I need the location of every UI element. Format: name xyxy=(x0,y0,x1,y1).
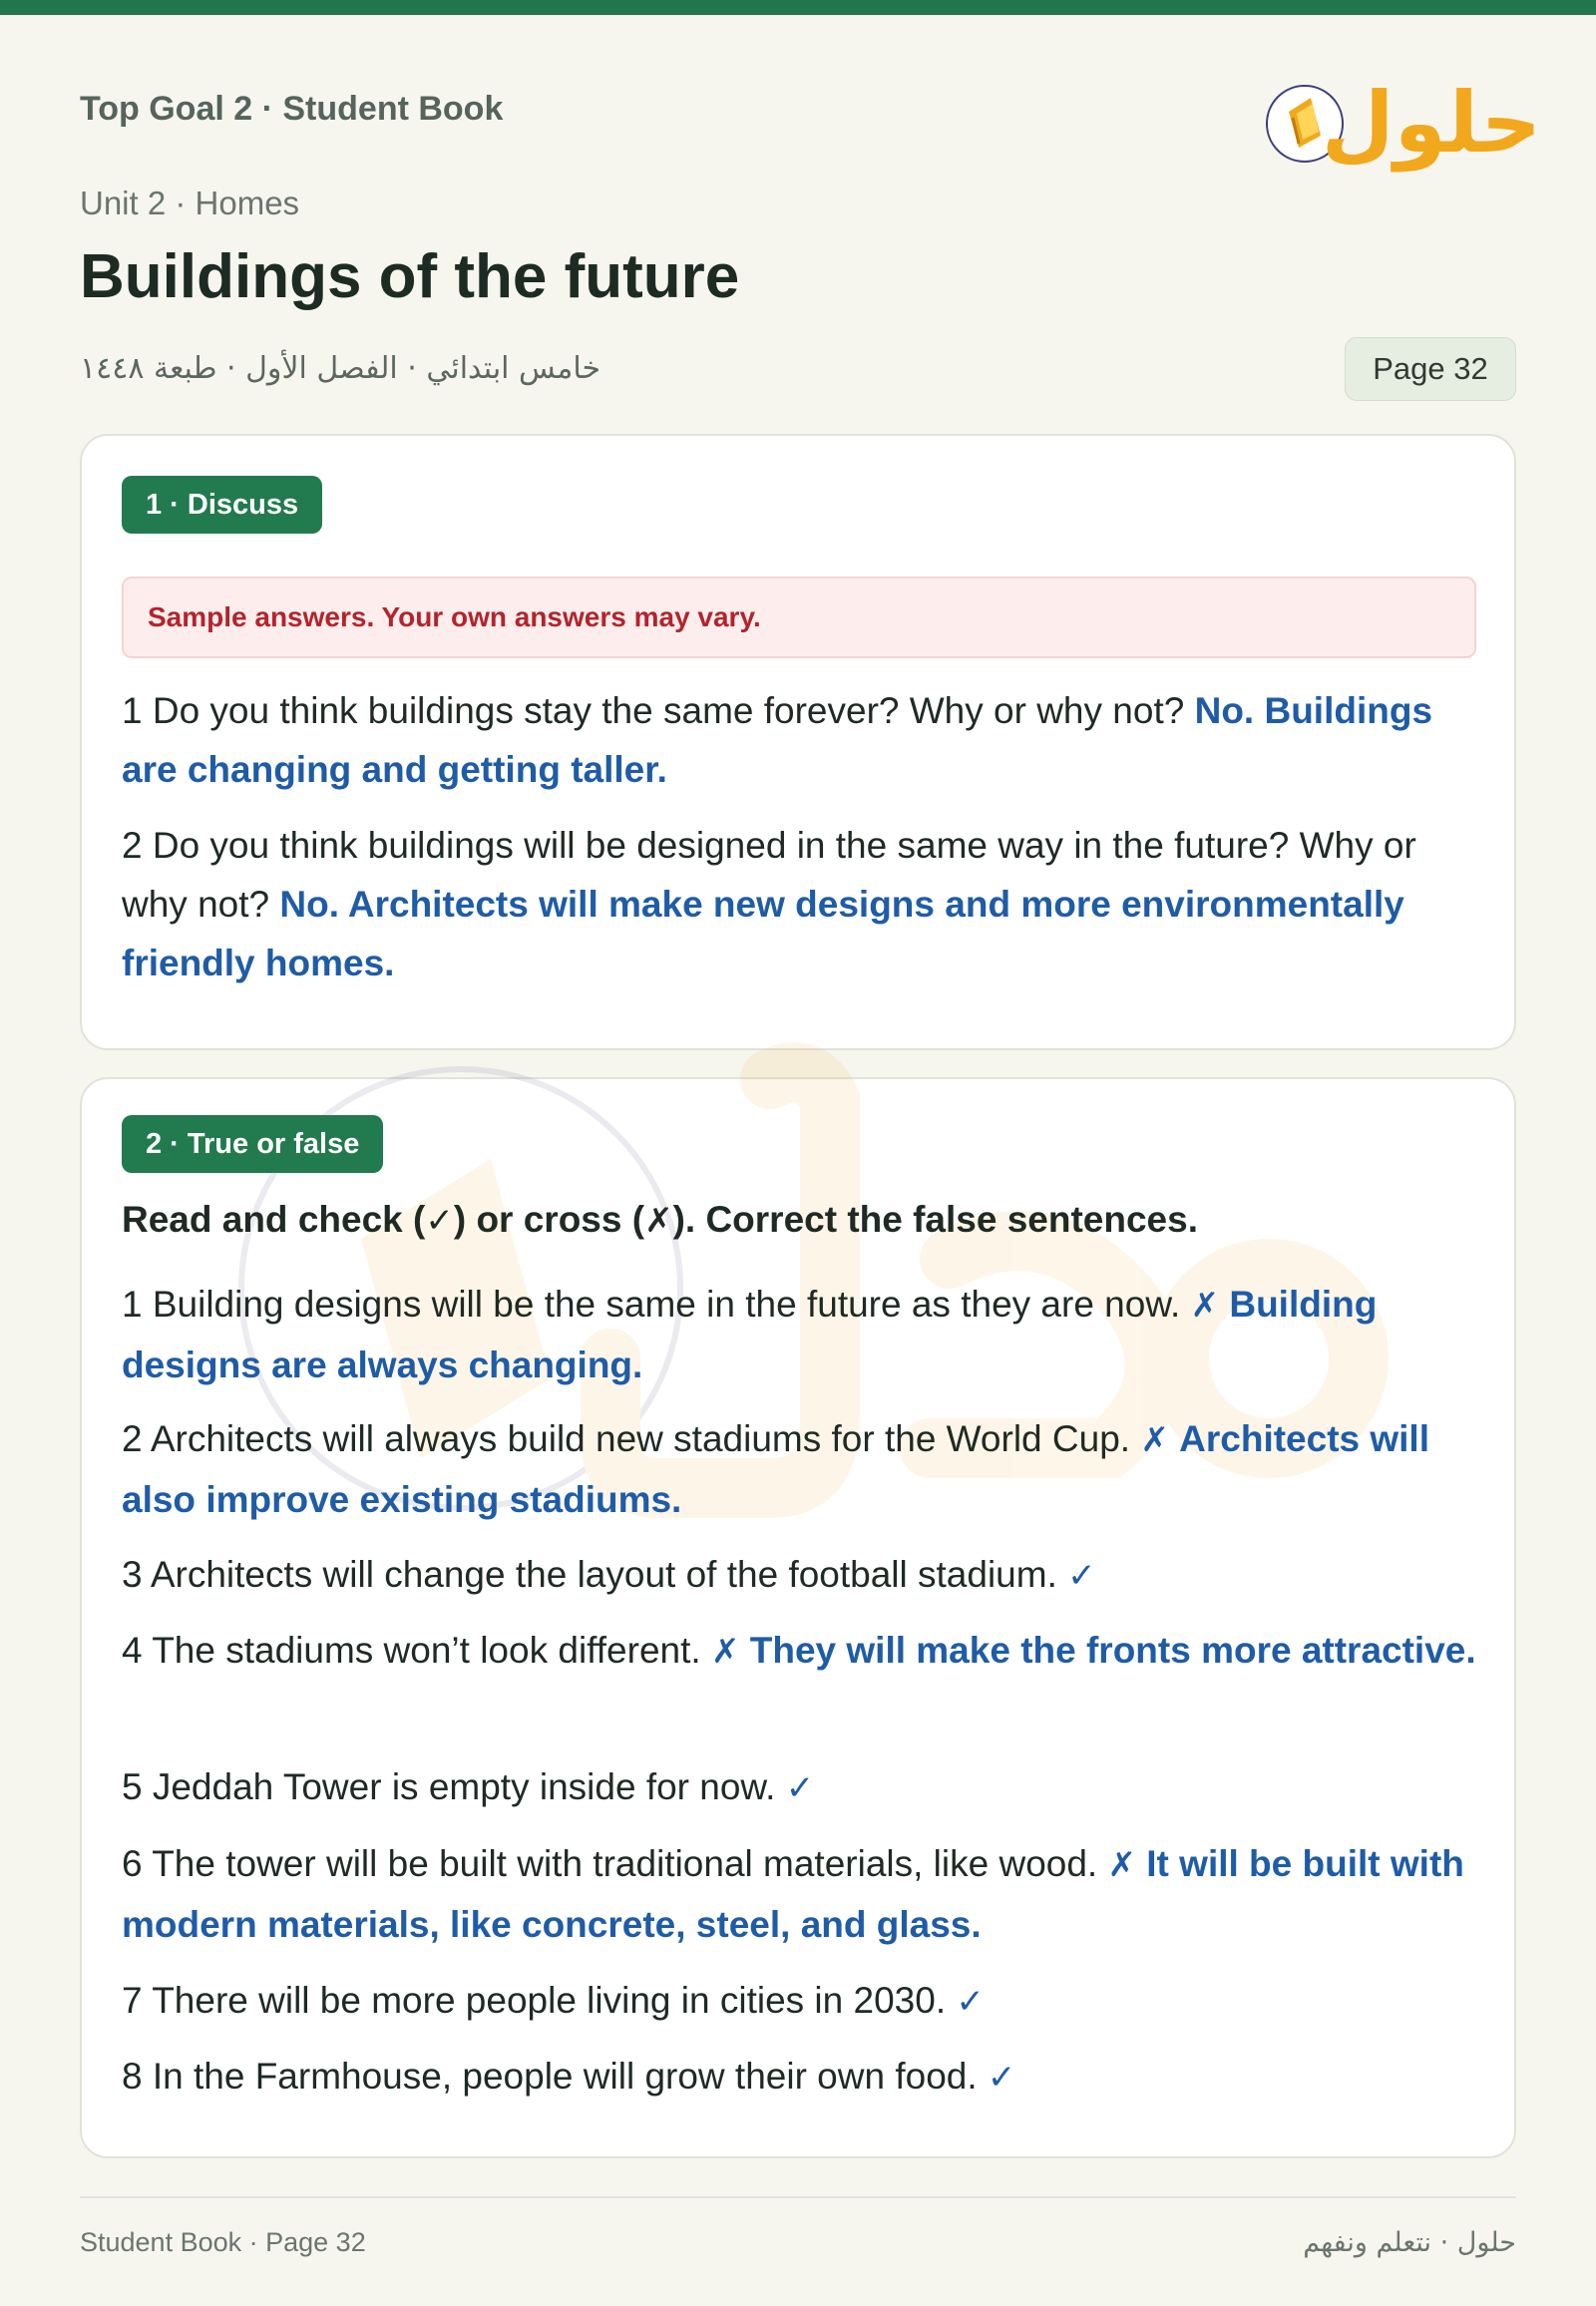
tf-item-2 xyxy=(122,1409,1488,1529)
cross-symbol: ✗ xyxy=(644,1201,673,1241)
true-false-card xyxy=(80,1077,1516,2158)
top-accent-bar xyxy=(0,0,1596,15)
section-label-true-false: 2 · True or false xyxy=(122,1115,383,1173)
correction-text: They will make the fronts more attractive. xyxy=(749,1630,1476,1671)
check-symbol: ✓ xyxy=(425,1201,454,1241)
tf-item-7 xyxy=(122,1971,1488,2032)
instruction-part: Read and check ( xyxy=(122,1199,426,1240)
section-label-discuss: 1 · Discuss xyxy=(122,476,322,534)
item-text: 4 The stadiums won’t look different. xyxy=(122,1630,701,1671)
item-text: 7 There will be more people living in cities in 2030. xyxy=(122,1980,947,2021)
book-title: Top Goal 2 · Student Book xyxy=(80,90,504,128)
discuss-card xyxy=(80,434,1516,1050)
tf-item-5 xyxy=(122,1757,1488,1818)
item-text: 8 In the Farmhouse, people will grow their own food. xyxy=(122,2056,978,2097)
unit-label: Unit 2 · Homes xyxy=(80,185,300,221)
item-text: 5 Jeddah Tower is empty inside for now. xyxy=(122,1766,776,1807)
tf-item-6 xyxy=(122,1834,1488,1954)
item-text: 2 Architects will always build new stadiums for the World Cup. xyxy=(122,1418,1131,1459)
correction-text: Architects will also improve existing stadiums. xyxy=(122,1418,1429,1520)
cross-mark: ✗ xyxy=(1140,1420,1169,1460)
cross-mark: ✗ xyxy=(710,1632,740,1672)
discuss-question-2 xyxy=(122,816,1488,992)
check-mark: ✓ xyxy=(785,1768,815,1808)
correction-text: It will be built with modern materials, like concrete, steel, and glass. xyxy=(122,1843,1464,1945)
check-mark: ✓ xyxy=(1067,1556,1096,1596)
footer-divider xyxy=(80,2196,1516,2198)
instruction xyxy=(122,1199,1198,1241)
check-mark: ✓ xyxy=(987,2058,1016,2098)
answer-text: No. Buildings are changing and getting taller. xyxy=(122,690,1433,790)
item-text: 3 Architects will change the layout of the football stadium. xyxy=(122,1554,1057,1595)
page-header xyxy=(80,74,1542,386)
check-mark: ✓ xyxy=(956,1982,985,2022)
hulul-logo xyxy=(1267,60,1542,172)
discuss-question-1 xyxy=(122,681,1488,799)
arabic-subtitle: خامس ابتدائي · الفصل الأول · طبعة ١٤٤٨ xyxy=(80,351,601,386)
tf-item-1 xyxy=(122,1275,1488,1394)
cross-mark: ✗ xyxy=(1107,1845,1136,1885)
question-text: 2 Do you think buildings will be designed in the same way in the future? Why or why not? xyxy=(122,825,1416,925)
cross-mark: ✗ xyxy=(1190,1286,1220,1326)
instruction-part: ) or cross ( xyxy=(453,1199,645,1240)
tf-item-4 xyxy=(122,1621,1488,1682)
item-text: 1 Building designs will be the same in the future as they are now. xyxy=(122,1284,1181,1325)
tf-item-8 xyxy=(122,2047,1488,2108)
tf-item-3 xyxy=(122,1545,1488,1606)
item-text: 6 The tower will be built with traditional materials, like wood. xyxy=(122,1843,1098,1884)
instruction-part: ). Correct the false sentences. xyxy=(672,1199,1198,1240)
correction-text: Building designs are always changing. xyxy=(122,1284,1378,1385)
page-title: Buildings of the future xyxy=(80,242,740,311)
footer-brand: حلول · نتعلم ونفهم xyxy=(1303,2227,1516,2258)
sample-answers-notice: Sample answers. Your own answers may vary. xyxy=(122,576,1476,658)
logo-wordmark: حلول xyxy=(1321,74,1542,172)
page-badge: Page 32 xyxy=(1345,337,1516,401)
question-text: 1 Do you think buildings stay the same forever? Why or why not? xyxy=(122,690,1185,731)
footer-page-label: Student Book · Page 32 xyxy=(80,2227,366,2257)
answer-text: No. Architects will make new designs and more environmentally friendly homes. xyxy=(122,884,1404,983)
